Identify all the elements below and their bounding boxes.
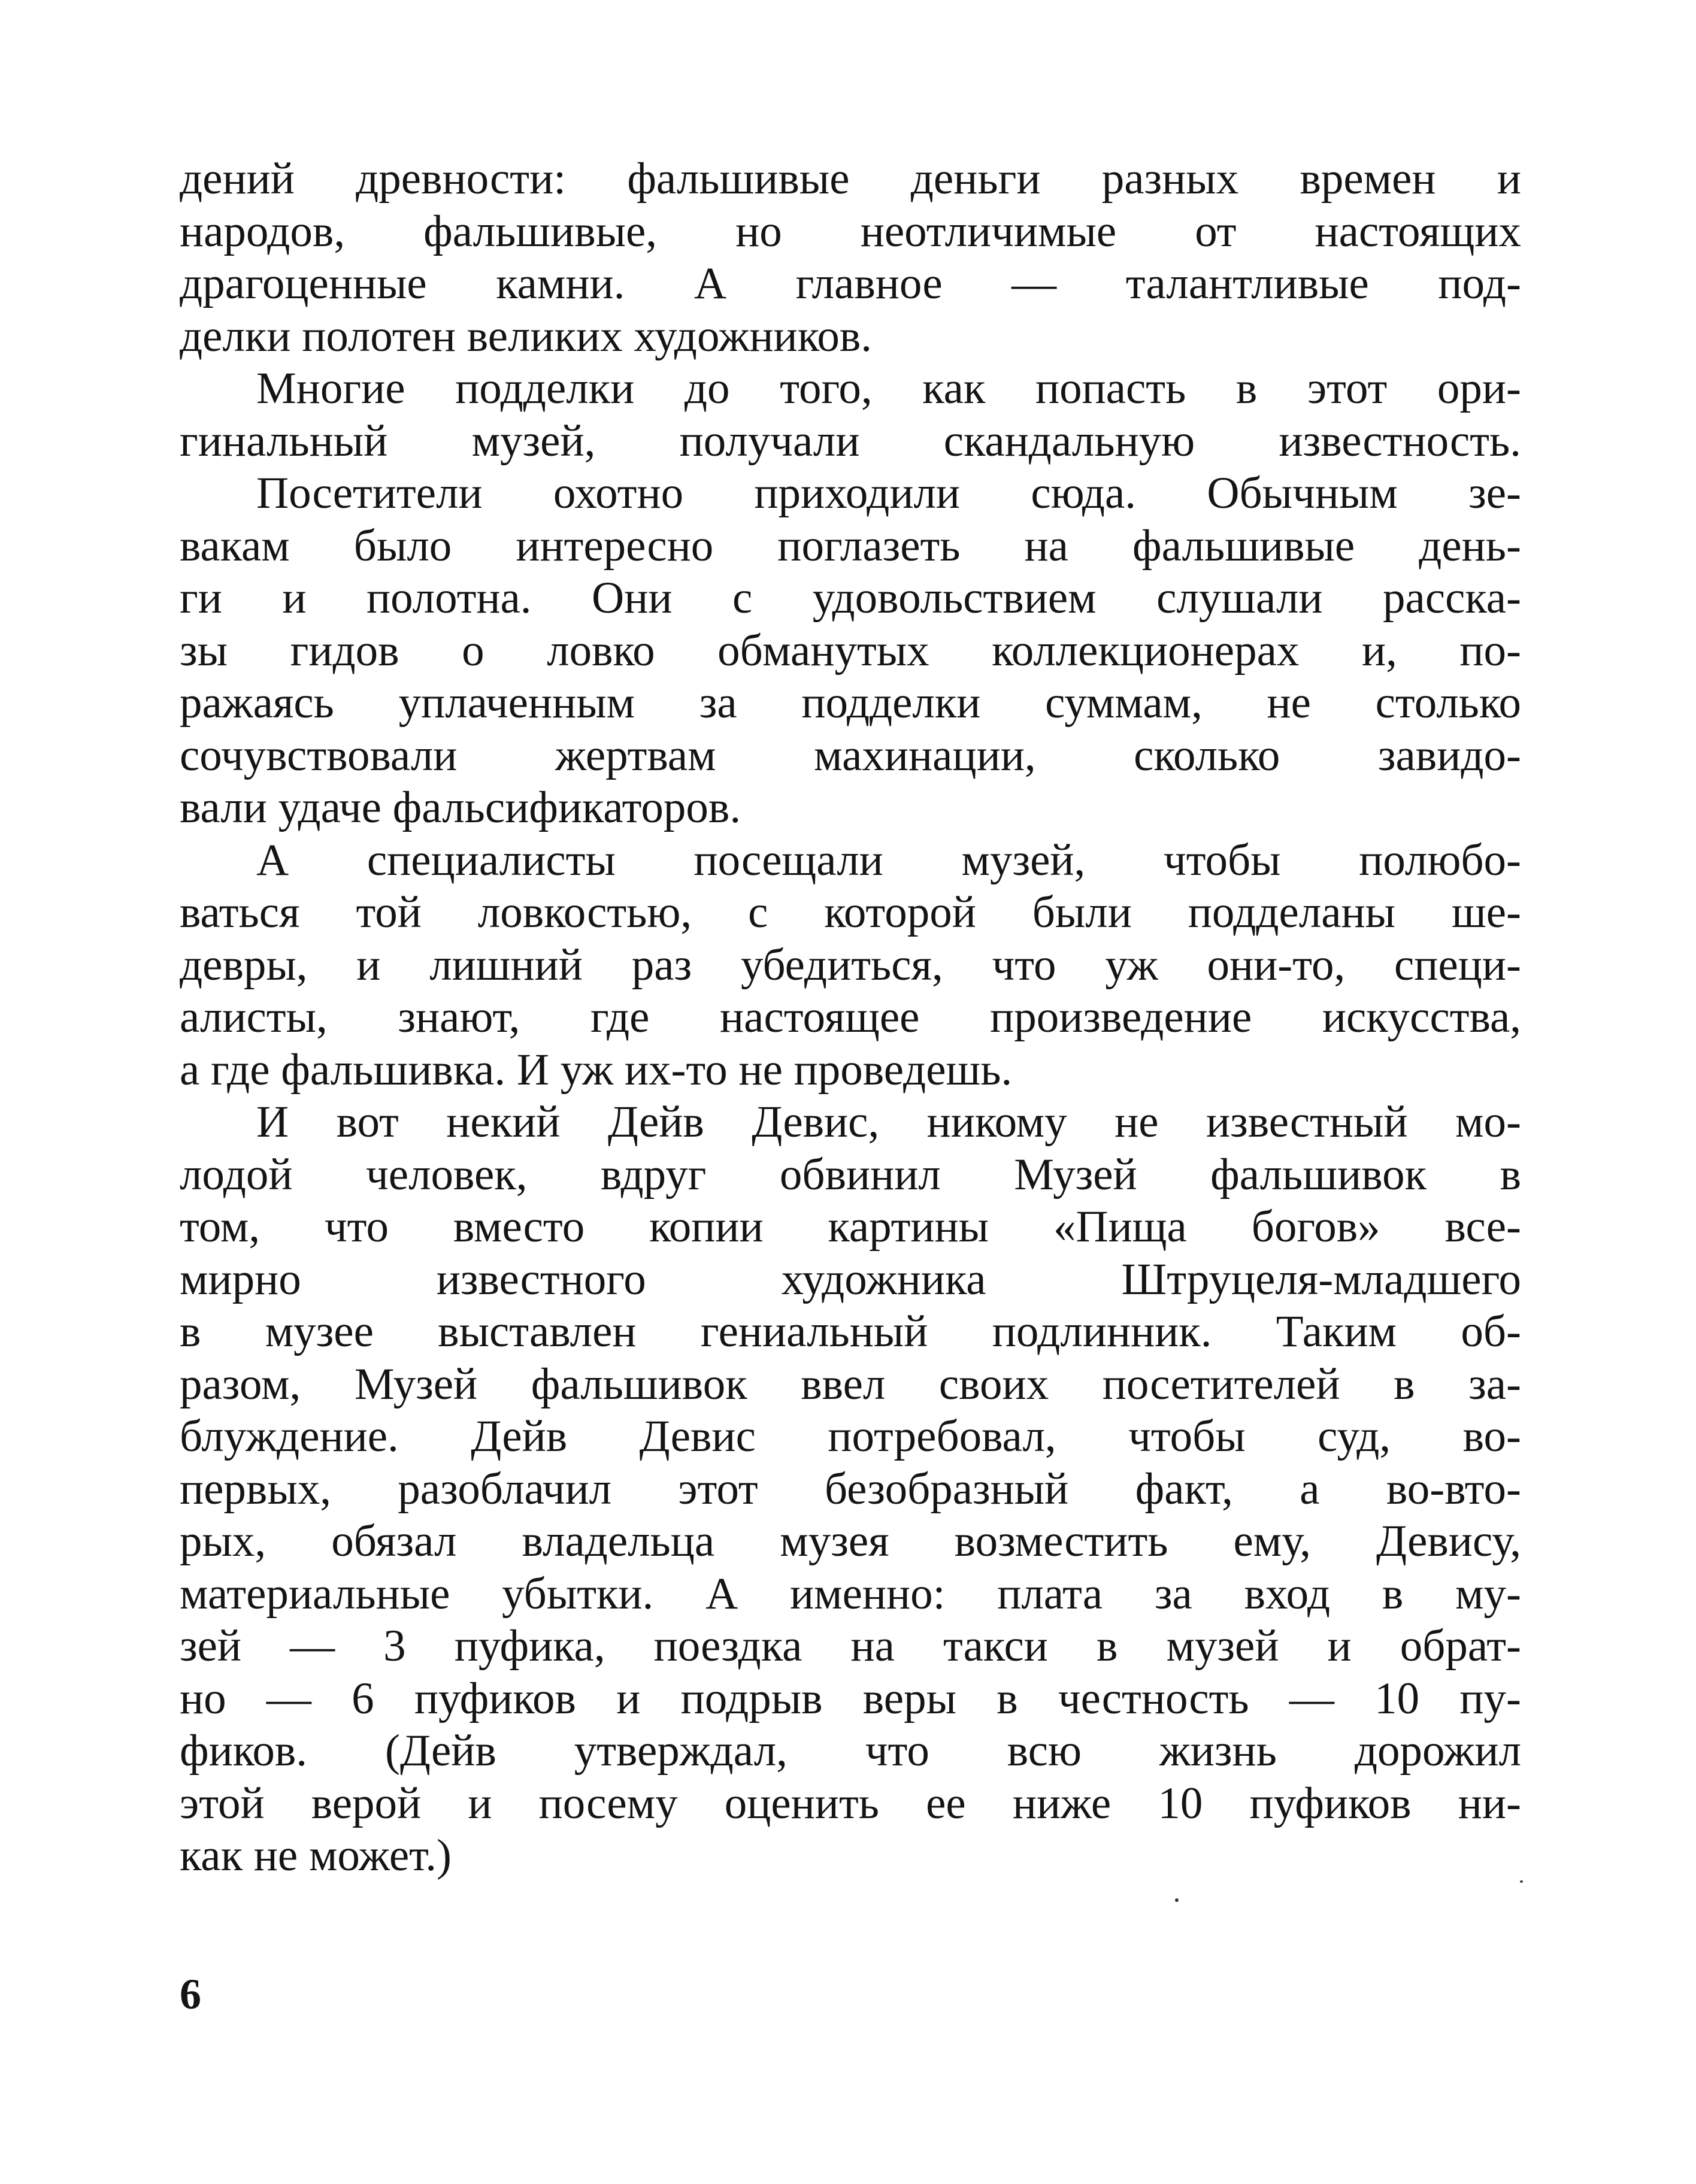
text-line: дений древности: фальшивые деньги разных времен и (180, 154, 1521, 204)
text-line: этой верой и посему оценить ее ниже 10 пуфиков ни- (180, 1778, 1521, 1828)
text-line: ражаясь уплаченным за подделки суммам, не столько (180, 678, 1521, 728)
text-line: зы гидов о ловко обманутых коллекционерах и, по- (180, 625, 1521, 676)
text-line: мирно известного художника Штруцеля-младшего (180, 1254, 1521, 1304)
text-line: Многие подделки до того, как попасть в этот ори- (256, 364, 1521, 413)
paragraph-3 (180, 467, 1521, 834)
text-line: гинальный музей, получали скандальную известность. (180, 416, 1521, 466)
text-line: вали удаче фальсификаторов. (180, 783, 741, 832)
text-line: рых, обязал владельца музея возместить ему, Девису, (180, 1516, 1521, 1566)
text-line: в музее выставлен гениальный подлинник. Таким об- (180, 1307, 1521, 1356)
text-line: материальные убытки. А именно: плата за вход в му- (180, 1568, 1521, 1619)
text-line: народов, фальшивые, но неотличимые от настоящих (180, 206, 1521, 256)
print-speck (1520, 1880, 1523, 1883)
text-line: вакам было интересно поглазеть на фальшивые день- (180, 520, 1521, 571)
text-line: ваться той ловкостью, с которой были подделаны ше- (180, 887, 1521, 937)
text-line: сочувствовали жертвам махинации, сколько завидо- (180, 730, 1521, 780)
text-line: зей — 3 пуфика, поездка на такси в музей и обрат- (180, 1621, 1521, 1671)
text-line: ги и полотна. Они с удовольствием слушали расска- (180, 573, 1521, 623)
text-line: И вот некий Дейв Девис, никому не известный мо- (256, 1097, 1521, 1147)
text-line: разом, Музей фальшивок ввел своих посетителей в за- (180, 1359, 1521, 1409)
text-line: лодой человек, вдруг обвинил Музей фальшивок в (180, 1149, 1521, 1199)
text-line: Посетители охотно приходили сюда. Обычным зе- (256, 468, 1521, 518)
text-line: том, что вместо копии картины «Пища богов» все- (180, 1202, 1521, 1252)
paragraph-1 (180, 153, 1521, 362)
text-line: делки полотен великих художников. (180, 311, 872, 361)
text-line: А специалисты посещали музей, чтобы полюбо- (256, 835, 1521, 885)
text-line: алисты, знают, где настоящее произведение искусства, (180, 992, 1521, 1042)
print-speck (1175, 1898, 1179, 1902)
body-text (180, 153, 1521, 1882)
text-line: девры, и лишний раз убедиться, что уж они-то, специ- (180, 940, 1521, 990)
paragraph-5 (180, 1096, 1521, 1882)
text-line: как не может.) (180, 1831, 452, 1880)
text-line: фиков. (Дейв утверждал, что всю жизнь дорожил (180, 1726, 1521, 1776)
text-line: первых, разоблачил этот безобразный факт, а во-вто- (180, 1464, 1521, 1514)
text-line: блуждение. Дейв Девис потребовал, чтобы суд, во- (180, 1411, 1521, 1461)
text-line: а где фальшивка. И уж их-то не проведешь. (180, 1044, 1013, 1095)
paragraph-4 (180, 834, 1521, 1096)
page-number: 6 (180, 1970, 201, 2018)
text-line: но — 6 пуфиков и подрыв веры в честность — 10 пу- (180, 1673, 1521, 1723)
paragraph-2 (180, 362, 1521, 467)
text-line: драгоценные камни. А главное — талантливые под- (180, 259, 1521, 308)
